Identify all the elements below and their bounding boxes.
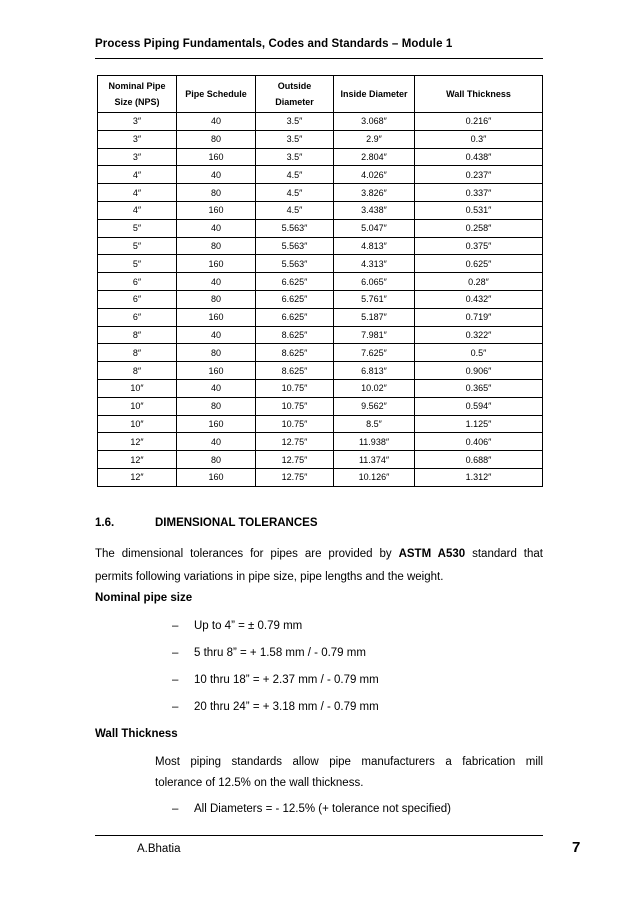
cell-od: 3.5″ bbox=[256, 130, 334, 148]
cell-id: 10.126″ bbox=[334, 468, 415, 486]
footer-divider bbox=[95, 835, 543, 836]
cell-od: 8.625″ bbox=[256, 326, 334, 344]
cell-wall: 0.322″ bbox=[415, 326, 543, 344]
cell-schedule: 40 bbox=[177, 166, 256, 184]
page-header-title: Process Piping Fundamentals, Codes and Standards – Module 1 bbox=[95, 38, 453, 50]
cell-schedule: 160 bbox=[177, 415, 256, 433]
cell-id: 5.047″ bbox=[334, 219, 415, 237]
table-row bbox=[98, 290, 543, 308]
list-item-text: Up to 4” = ± 0.79 mm bbox=[194, 620, 303, 632]
list-item bbox=[172, 647, 366, 659]
cell-od: 12.75″ bbox=[256, 451, 334, 469]
cell-nps: 10″ bbox=[98, 379, 177, 397]
table-row bbox=[98, 468, 543, 486]
cell-nps: 12″ bbox=[98, 468, 177, 486]
cell-wall: 0.719″ bbox=[415, 308, 543, 326]
wall-para-line-1: Most piping standards allow pipe manufacturers a fabrication mill bbox=[155, 756, 543, 768]
cell-wall: 0.625″ bbox=[415, 255, 543, 273]
table-row bbox=[98, 326, 543, 344]
cell-od: 8.625″ bbox=[256, 344, 334, 362]
dash-bullet: – bbox=[172, 701, 179, 713]
cell-nps: 4″ bbox=[98, 166, 177, 184]
table-row bbox=[98, 362, 543, 380]
cell-wall: 0.375″ bbox=[415, 237, 543, 255]
cell-id: 9.562″ bbox=[334, 397, 415, 415]
cell-schedule: 80 bbox=[177, 184, 256, 202]
table-row bbox=[98, 451, 543, 469]
cell-schedule: 80 bbox=[177, 237, 256, 255]
list-item-text: 10 thru 18” = + 2.37 mm / - 0.79 mm bbox=[194, 674, 379, 686]
dash-bullet: – bbox=[172, 674, 179, 686]
intro-text-a: The dimensional tolerances for pipes are provided by bbox=[95, 548, 399, 560]
cell-nps: 6″ bbox=[98, 308, 177, 326]
cell-schedule: 40 bbox=[177, 433, 256, 451]
page-number: 7 bbox=[572, 839, 581, 856]
cell-schedule: 160 bbox=[177, 362, 256, 380]
nominal-size-heading: Nominal pipe size bbox=[95, 592, 193, 604]
col-header-od bbox=[256, 76, 334, 113]
cell-wall: 0.28″ bbox=[415, 273, 543, 291]
table-row bbox=[98, 308, 543, 326]
cell-id: 4.813″ bbox=[334, 237, 415, 255]
dash-bullet: – bbox=[172, 620, 179, 632]
cell-wall: 0.237″ bbox=[415, 166, 543, 184]
cell-id: 11.938″ bbox=[334, 433, 415, 451]
cell-id: 3.826″ bbox=[334, 184, 415, 202]
cell-od: 5.563″ bbox=[256, 219, 334, 237]
cell-wall: 0.5″ bbox=[415, 344, 543, 362]
cell-schedule: 80 bbox=[177, 397, 256, 415]
pipe-dimensions-table bbox=[97, 75, 543, 487]
cell-nps: 5″ bbox=[98, 219, 177, 237]
cell-wall: 0.906″ bbox=[415, 362, 543, 380]
cell-wall: 0.406″ bbox=[415, 433, 543, 451]
cell-od: 6.625″ bbox=[256, 308, 334, 326]
wall-thickness-paragraph bbox=[155, 752, 543, 794]
cell-nps: 3″ bbox=[98, 113, 177, 131]
table-row bbox=[98, 433, 543, 451]
table-row bbox=[98, 344, 543, 362]
cell-id: 4.026″ bbox=[334, 166, 415, 184]
wall-thickness-heading: Wall Thickness bbox=[95, 728, 178, 740]
cell-id: 5.187″ bbox=[334, 308, 415, 326]
table-header-row bbox=[98, 76, 543, 113]
standard-name: ASTM A530 bbox=[398, 548, 466, 560]
cell-nps: 8″ bbox=[98, 362, 177, 380]
cell-wall: 0.594″ bbox=[415, 397, 543, 415]
cell-od: 12.75″ bbox=[256, 468, 334, 486]
cell-od: 4.5″ bbox=[256, 184, 334, 202]
list-item bbox=[172, 620, 302, 632]
cell-schedule: 80 bbox=[177, 130, 256, 148]
cell-od: 3.5″ bbox=[256, 148, 334, 166]
cell-od: 4.5″ bbox=[256, 201, 334, 219]
cell-id: 8.5″ bbox=[334, 415, 415, 433]
cell-nps: 6″ bbox=[98, 290, 177, 308]
cell-schedule: 160 bbox=[177, 308, 256, 326]
cell-schedule: 80 bbox=[177, 290, 256, 308]
cell-od: 4.5″ bbox=[256, 166, 334, 184]
cell-id: 3.068″ bbox=[334, 113, 415, 131]
table-row bbox=[98, 237, 543, 255]
cell-id: 7.625″ bbox=[334, 344, 415, 362]
cell-wall: 0.438″ bbox=[415, 148, 543, 166]
cell-nps: 6″ bbox=[98, 273, 177, 291]
table-row bbox=[98, 166, 543, 184]
cell-id: 6.065″ bbox=[334, 273, 415, 291]
cell-schedule: 40 bbox=[177, 379, 256, 397]
cell-od: 3.5″ bbox=[256, 113, 334, 131]
list-item-text: 5 thru 8” = + 1.58 mm / - 0.79 mm bbox=[194, 647, 366, 659]
table-row bbox=[98, 273, 543, 291]
table-row bbox=[98, 379, 543, 397]
cell-schedule: 40 bbox=[177, 273, 256, 291]
col-header-id: Inside Diameter bbox=[334, 76, 415, 113]
cell-od: 5.563″ bbox=[256, 255, 334, 273]
cell-id: 4.313″ bbox=[334, 255, 415, 273]
cell-wall: 1.125″ bbox=[415, 415, 543, 433]
intro-line-2: permits following variations in pipe size, pipe lengths and the weight. bbox=[95, 571, 444, 583]
table-row bbox=[98, 148, 543, 166]
cell-od: 10.75″ bbox=[256, 415, 334, 433]
list-item-text: All Diameters = - 12.5% (+ tolerance not specified) bbox=[194, 803, 451, 815]
cell-nps: 4″ bbox=[98, 201, 177, 219]
cell-id: 2.804″ bbox=[334, 148, 415, 166]
table-row bbox=[98, 113, 543, 131]
table-row bbox=[98, 130, 543, 148]
wall-para-line-2: tolerance of 12.5% on the wall thickness. bbox=[155, 777, 364, 789]
cell-wall: 0.531″ bbox=[415, 201, 543, 219]
cell-nps: 3″ bbox=[98, 130, 177, 148]
cell-nps: 5″ bbox=[98, 255, 177, 273]
cell-wall: 0.688″ bbox=[415, 451, 543, 469]
list-item-text: 20 thru 24” = + 3.18 mm / - 0.79 mm bbox=[194, 701, 379, 713]
cell-wall: 0.258″ bbox=[415, 219, 543, 237]
table-row bbox=[98, 397, 543, 415]
cell-schedule: 160 bbox=[177, 468, 256, 486]
list-item bbox=[172, 674, 379, 686]
cell-nps: 12″ bbox=[98, 451, 177, 469]
cell-wall: 0.365″ bbox=[415, 379, 543, 397]
cell-nps: 10″ bbox=[98, 415, 177, 433]
col-header-od-line2: Diameter bbox=[275, 97, 314, 107]
cell-schedule: 40 bbox=[177, 113, 256, 131]
cell-schedule: 40 bbox=[177, 219, 256, 237]
cell-wall: 0.3″ bbox=[415, 130, 543, 148]
section-title: DIMENSIONAL TOLERANCES bbox=[155, 517, 318, 529]
intro-paragraph bbox=[95, 543, 543, 589]
col-header-schedule: Pipe Schedule bbox=[177, 76, 256, 113]
cell-schedule: 80 bbox=[177, 344, 256, 362]
intro-line-1 bbox=[95, 543, 543, 566]
cell-schedule: 40 bbox=[177, 326, 256, 344]
col-header-nps-line2: Size (NPS) bbox=[114, 97, 160, 107]
col-header-od-line1: Outside bbox=[277, 81, 312, 91]
cell-schedule: 160 bbox=[177, 255, 256, 273]
cell-schedule: 80 bbox=[177, 451, 256, 469]
header-divider bbox=[95, 58, 543, 59]
section-heading bbox=[95, 517, 543, 529]
cell-od: 10.75″ bbox=[256, 379, 334, 397]
cell-od: 8.625″ bbox=[256, 362, 334, 380]
cell-id: 11.374″ bbox=[334, 451, 415, 469]
cell-id: 6.813″ bbox=[334, 362, 415, 380]
cell-od: 10.75″ bbox=[256, 397, 334, 415]
cell-id: 3.438″ bbox=[334, 201, 415, 219]
intro-text-b: standard that bbox=[465, 548, 543, 560]
section-number: 1.6. bbox=[95, 517, 115, 529]
cell-schedule: 160 bbox=[177, 148, 256, 166]
table-row bbox=[98, 415, 543, 433]
cell-nps: 5″ bbox=[98, 237, 177, 255]
table-row bbox=[98, 255, 543, 273]
cell-nps: 10″ bbox=[98, 397, 177, 415]
table-row bbox=[98, 201, 543, 219]
cell-nps: 12″ bbox=[98, 433, 177, 451]
list-item bbox=[172, 803, 451, 815]
cell-wall: 0.216″ bbox=[415, 113, 543, 131]
cell-id: 2.9″ bbox=[334, 130, 415, 148]
dash-bullet: – bbox=[172, 803, 179, 815]
col-header-nps-line1: Nominal Pipe bbox=[108, 81, 166, 91]
table-row bbox=[98, 184, 543, 202]
cell-nps: 8″ bbox=[98, 344, 177, 362]
cell-od: 6.625″ bbox=[256, 290, 334, 308]
cell-nps: 3″ bbox=[98, 148, 177, 166]
table-body bbox=[98, 113, 543, 487]
cell-od: 5.563″ bbox=[256, 237, 334, 255]
cell-id: 7.981″ bbox=[334, 326, 415, 344]
dash-bullet: – bbox=[172, 647, 179, 659]
list-item bbox=[172, 701, 379, 713]
cell-wall: 0.337″ bbox=[415, 184, 543, 202]
cell-schedule: 160 bbox=[177, 201, 256, 219]
col-header-wall: Wall Thickness bbox=[415, 76, 543, 113]
cell-id: 5.761″ bbox=[334, 290, 415, 308]
col-header-nps bbox=[98, 76, 177, 113]
cell-od: 12.75″ bbox=[256, 433, 334, 451]
cell-nps: 4″ bbox=[98, 184, 177, 202]
cell-id: 10.02″ bbox=[334, 379, 415, 397]
footer-author: A.Bhatia bbox=[137, 843, 181, 855]
cell-nps: 8″ bbox=[98, 326, 177, 344]
table-row bbox=[98, 219, 543, 237]
cell-wall: 1.312″ bbox=[415, 468, 543, 486]
cell-wall: 0.432″ bbox=[415, 290, 543, 308]
cell-od: 6.625″ bbox=[256, 273, 334, 291]
